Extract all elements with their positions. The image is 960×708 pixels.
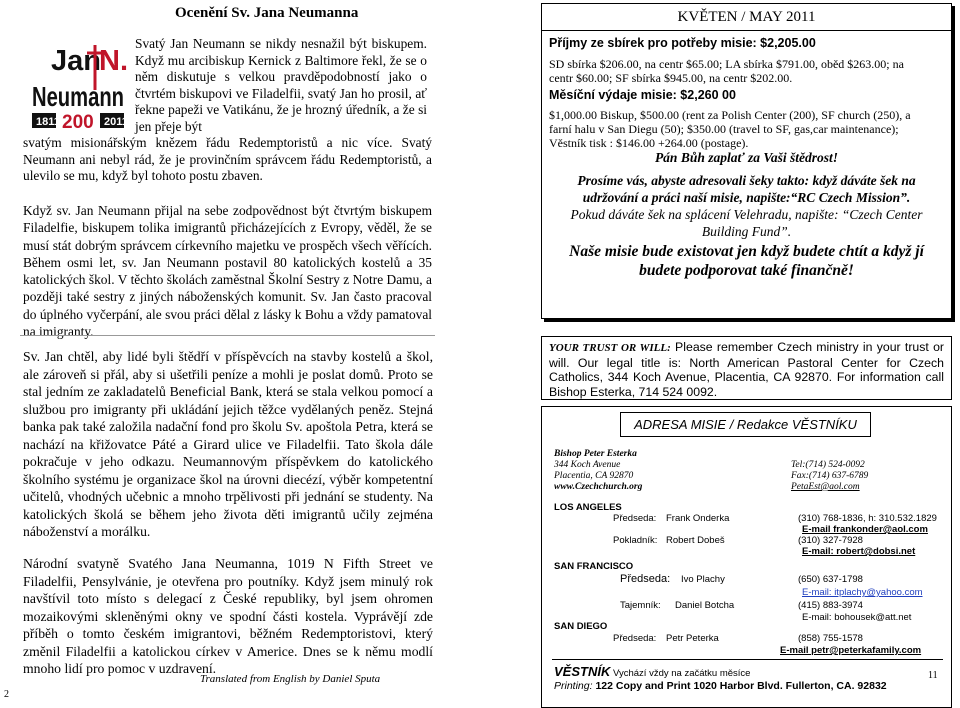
bishop-tel: Tel:(714) 524-0092 <box>791 460 865 470</box>
la-mail-1[interactable] <box>802 524 928 535</box>
printing-text: 122 Copy and Print 1020 Harbor Blvd. Fullerton, CA. 92832 <box>595 680 887 692</box>
vestnik-info <box>554 665 938 693</box>
sf-tel-2: (415) 883-3974 <box>798 600 863 611</box>
sd-name-1: Petr Peterka <box>666 633 719 644</box>
income-heading: Příjmy ze sbírek pro potřeby misie: $2,205.00 <box>549 36 816 50</box>
sf-mail-1-text[interactable]: E-mail: itplachy@yahoo.com <box>802 587 923 598</box>
bishop-address-2: Placentia, CA 92870 <box>554 471 634 481</box>
address-divider <box>552 659 943 660</box>
la-tel-2: (310) 327-7928 <box>798 535 863 546</box>
expense-line-1: $1,000.00 Biskup, $500.00 (rent za Polish Center (200), SF church (250), a <box>549 108 911 122</box>
paragraph-intro: Svatý Jan Neumann se nikdy nesnažil být biskupem. Když mu arcibiskup Kernick z Baltimore řekl, že se o něm diskutuje s velkou pravděpodobností jako o čtvrtém biskupovi ve Filadelfii, svatý Jan ho prosil, ať řekne papeži ve Vatikánu, že je hrozný úředník, a že si jen přeje být <box>135 36 427 134</box>
trust-text: Please remember Czech ministry in your trust or will. Our legal title is: North American Pastoral Center for Czech Catholics, 344 Koch Avenue, Placentia, CA 92870. For information call Bishop Esterka, 714 524 0092. <box>549 340 945 399</box>
sf-role-2: Tajemník: <box>620 600 661 611</box>
support-appeal: Naše misie bude existovat jen když budete chtít a když jí budete podporovat také finančně! <box>569 243 924 279</box>
page-number-left: 2 <box>4 689 9 700</box>
article-title: Ocenění Sv. Jana Neumanna <box>175 5 359 21</box>
sf-heading: SAN FRANCISCO <box>554 561 634 572</box>
sf-role-1: Předseda: <box>620 573 671 585</box>
svg-text:Neumann: Neumann <box>32 81 124 112</box>
income-line-2: centr $60.00; SF sbírka $945.00, na centr $202.00. <box>549 71 793 85</box>
svg-text:200: 200 <box>62 112 94 133</box>
paragraph-bishop: Když sv. Jan Neumann přijal na sebe zodpovědnost být čtvrtým biskupem Filadelfie, biskupem tolika imigrantů přicházejících z Evropy, věděl, že se musí stát dobrým správcem církevního majetku ve prospěch všech věřících. Během osmi let, sv. Jan Neumann postavil 80 katolických kostelů a 35 katolických škol. V těchto školách zaměstnal Školní Sestry z Notre Damu, a později také sestry z jiných náboženských komunit. Sv. Jan často pracoval do úplného vyčerpání, ale svou práci dělal z lásky k Bohu a vždy pamatoval na imigranty. <box>23 203 432 340</box>
bishop-email[interactable]: PetaEst@aol.com <box>791 482 860 492</box>
sf-tel-1: (650) 637-1798 <box>798 574 863 585</box>
plea-mission: Prosíme vás, abyste adresovali šeky takto: když dáváte šek na udržování a práci naší misie, napište:“RC Czech Mission”. <box>577 173 916 205</box>
expense-heading: Měsíční výdaje misie: $2,260 00 <box>549 88 736 102</box>
la-heading: LOS ANGELES <box>554 502 622 513</box>
expense-line-2: farní halu v San Diegu (50); $350.00 (travel to SF, gas,car maintenance); <box>549 122 899 136</box>
sf-mail-2[interactable]: E-mail: bohousek@att.net <box>802 612 912 623</box>
building-fund-instructions: Pokud dáváte šek na splácení Velehradu, napište: “Czech Center Building Fund”. <box>570 207 923 239</box>
la-role-2: Pokladník: <box>613 535 658 546</box>
sd-role-1: Předseda: <box>613 633 657 644</box>
paragraph-shrine: Národní svatyně Svatého Jana Neumanna, 1019 N Fifth Street ve Filadelfii, Pensylvánie, je otevřena pro poutníky. Když jsem minulý rok navštívil toto místo s delegací z České republiky, byl jsem ohromen mozaikovými skleněnými okny ve spodní části kostela. Vyprávějí zde příběh o tomto českém imigrantovi, běžném Redemptoristovi, který změnil Filadelfii a katolickou církev v Americe. Dnes se k němu modlí mnoho lidí pro pomoc v uzdravení. <box>23 556 433 676</box>
trust-label: YOUR TRUST OR WILL: <box>549 342 671 354</box>
la-name-1: Frank Onderka <box>666 513 730 524</box>
la-role-1: Předseda: <box>613 513 657 524</box>
finance-box <box>541 3 952 319</box>
la-tel-1: (310) 768-1836, h: 310.532.1829 <box>798 513 937 524</box>
bishop-fax: Fax:(714) 637-6789 <box>791 471 869 481</box>
vestnik-label: VĚSTNÍK <box>554 664 611 679</box>
sd-mail-1[interactable]: E-mail petr@peterkafamily.com <box>780 645 922 656</box>
month-heading: KVĚTEN / MAY 2011 <box>542 9 951 31</box>
income-line-1: SD sbírka $206.00, na centr $65.00; LA sbírka $791.00, oběd $263.00; na <box>549 57 904 71</box>
la-mail-2[interactable]: E-mail: robert@dobsi.net <box>802 546 916 557</box>
sf-mail-1[interactable] <box>802 587 923 598</box>
check-instructions <box>549 172 944 206</box>
thanks-text: Pán Bůh zaplať za Vaši štědrost! <box>654 150 839 165</box>
la-mail-1-text[interactable]: E-mail frankonder@aol.com <box>802 524 928 535</box>
sf-name-2: Daniel Botcha <box>675 600 735 611</box>
paragraph-intro-continued: svatým misionářským knězem řádu Redemptoristů a nic více. Svatý Neumann ani nebyl rád, že je provinčním správcem řádu Redemptoristů, a ulevilo se mu, když byl tohoto postu zbaven. <box>23 135 432 183</box>
page-number-right: 11 <box>928 670 938 681</box>
bishop-address-1: 344 Koch Avenue <box>554 460 621 470</box>
divider <box>20 335 435 337</box>
trust-will-box <box>541 336 952 400</box>
address-box <box>541 406 952 708</box>
expense-line-3: Věstník tisk : $146.00 +264.00 (postage). <box>549 136 749 150</box>
sd-heading: SAN DIEGO <box>554 621 608 632</box>
printing-label: Printing: <box>554 680 593 692</box>
sd-tel-1: (858) 755-1578 <box>798 633 863 644</box>
jan-neumann-logo <box>29 42 127 132</box>
sf-name-1: Ivo Plachy <box>681 574 725 585</box>
vestnik-text: Vychází vždy na začátku měsíce <box>610 668 751 679</box>
la-name-2: Robert Dobeš <box>666 535 725 546</box>
svg-text:N.: N. <box>99 45 128 77</box>
address-heading: ADRESA MISIE / Redakce VĚSTNÍKU <box>620 412 871 437</box>
svg-text:2011: 2011 <box>104 116 128 128</box>
paragraph-schools: Sv. Jan chtěl, aby lidé byli štědří v příspěvcích na stavby kostelů a škol, ale zároveň si přál, aby si ušetřili peníze a mohli je poslat domů. Proto se stal jedním ze zakladatelů Beneficial Bank, která se stala velkou pomocí a službou pro imigranty při ukládání jejich těžce vydělaných peněz. Stejná banka pak také založila nadační fond pro školu Sv. apoštola Petra, která se nachází na křižovatce Páté a Girard ulice ve Filadelfii. Tato škola dále pokračuje v jeho odkazu. Neumannovým příspěvkem do katolického školního systému je organizace škol na úrovni diecézí, výběr kompetentní učitelů, vhodných učebnic a mnoho trpělivosti při jednání se studenty. Na katolických školá se během jeho života děti imigrantů učily zejména náboženství a morálku. <box>23 349 433 539</box>
translator-credit: Translated from English by Daniel Sputa <box>200 673 381 685</box>
svg-text:1811: 1811 <box>36 116 60 128</box>
svg-text:Jan: Jan <box>51 45 101 77</box>
bishop-website[interactable]: www.Czechchurch.org <box>554 482 643 492</box>
bishop-name: Bishop Peter Esterka <box>554 449 637 459</box>
